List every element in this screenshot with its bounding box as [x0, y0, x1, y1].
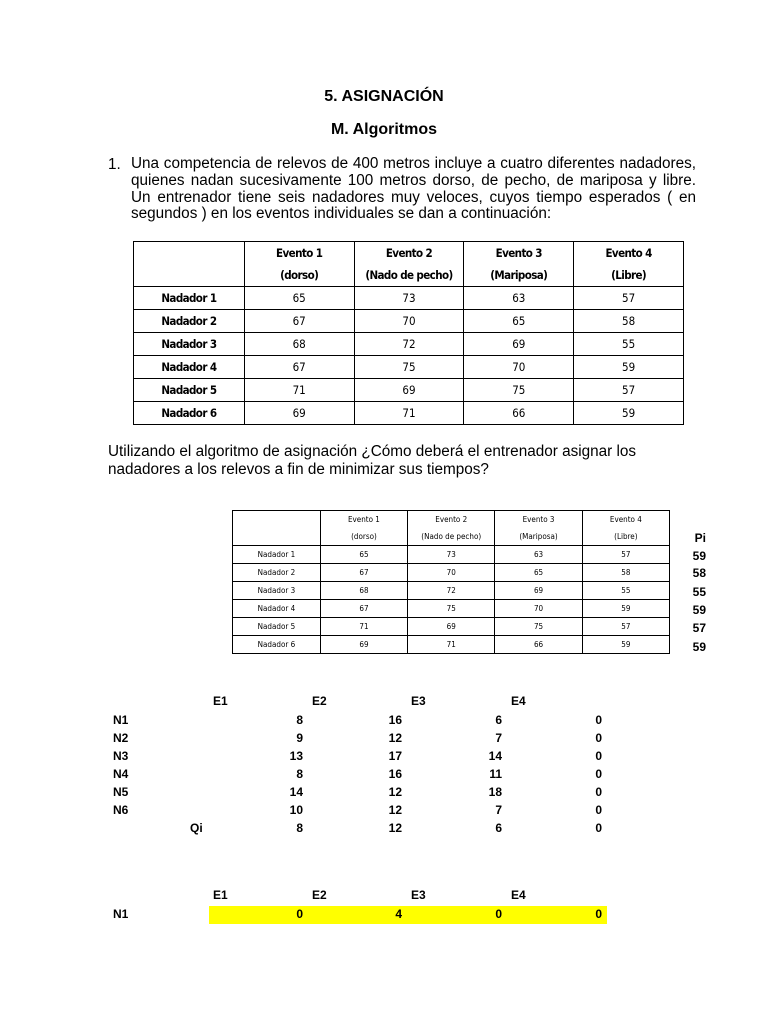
row-label: Nadador 5: [134, 379, 245, 402]
pi-value: 59: [692, 603, 706, 617]
stroke-header: (dorso): [244, 264, 354, 287]
table-cell: 69: [464, 333, 574, 356]
table-cell: 72: [354, 333, 464, 356]
table-cell: 57: [582, 546, 669, 564]
matrix-cell: 14: [289, 785, 303, 799]
table-cell: 63: [464, 287, 574, 310]
table-cell: 67: [320, 564, 407, 582]
table-cell: 66: [464, 402, 574, 425]
matrix-cell: 12: [388, 785, 402, 799]
question-line: Utilizando el algoritmo de asignación ¿Cómo deberá el entrenador asignar los: [108, 443, 637, 460]
row-label: Nadador 3: [233, 582, 321, 600]
table-header-row: [134, 242, 684, 265]
stroke-header: (Mariposa): [464, 264, 574, 287]
table-cell: 72: [408, 582, 495, 600]
matrix-cell: 0: [595, 731, 602, 745]
problem-text: [131, 156, 696, 223]
problem-line: Una competencia de relevos de 400 metros incluye a cuatro diferentes nadadores,: [131, 155, 696, 172]
table-row: [233, 582, 670, 600]
column-header: E1: [213, 694, 228, 708]
event-header: Evento 3: [464, 242, 574, 265]
matrix-cell: 0: [595, 713, 602, 727]
table-cell: 69: [244, 402, 354, 425]
row-label: N1: [113, 713, 129, 727]
table-cell: 63: [495, 546, 582, 564]
matrix-cell: 17: [388, 749, 402, 763]
matrix-cell: 7: [495, 803, 502, 817]
corner-cell: [134, 242, 245, 265]
row-label: Nadador 4: [134, 356, 245, 379]
table-cell: 57: [574, 379, 684, 402]
question-line: nadadores a los relevos a fin de minimizar sus tiempos?: [108, 461, 489, 478]
problem-line: quienes nadan sucesivamente 100 metros dorso, de pecho, de mariposa y libre.: [131, 171, 696, 189]
event-header: Evento 4: [582, 511, 669, 529]
event-header: Evento 1: [244, 242, 354, 265]
table-cell: 75: [354, 356, 464, 379]
table-cell: 68: [320, 582, 407, 600]
table-row: [134, 333, 684, 356]
table-cell: 71: [408, 636, 495, 654]
row-label: Nadador 6: [233, 636, 321, 654]
table-cell: 73: [354, 287, 464, 310]
column-header: E1: [213, 888, 228, 902]
table-cell: 65: [244, 287, 354, 310]
table-cell: 57: [582, 618, 669, 636]
row-label: Nadador 2: [134, 310, 245, 333]
table-cell: 73: [408, 546, 495, 564]
times-table-copy: [232, 510, 670, 654]
table-cell: 70: [354, 310, 464, 333]
corner-cell: [233, 511, 321, 529]
table-cell: 59: [582, 636, 669, 654]
stroke-header: (dorso): [320, 528, 407, 546]
table-cell: 55: [582, 582, 669, 600]
event-header: Evento 3: [495, 511, 582, 529]
row-label: Nadador 1: [233, 546, 321, 564]
matrix-cell: 12: [388, 803, 402, 817]
matrix-cell: 11: [489, 767, 502, 781]
corner-cell: [233, 528, 321, 546]
table-cell: 75: [408, 600, 495, 618]
table-header-row: [233, 511, 670, 529]
row-label: Nadador 6: [134, 402, 245, 425]
matrix-cell: 8: [296, 767, 303, 781]
matrix-cell: 4: [395, 907, 402, 921]
event-header: Evento 2: [408, 511, 495, 529]
matrix-cell: 14: [488, 749, 502, 763]
table-cell: 65: [320, 546, 407, 564]
table-row: [134, 310, 684, 333]
matrix-cell: 16: [388, 713, 402, 727]
table-cell: 67: [244, 356, 354, 379]
matrix-cell: 10: [289, 803, 303, 817]
qi-value: 0: [595, 821, 602, 835]
table-row: [134, 356, 684, 379]
matrix-cell: 7: [495, 731, 502, 745]
table-header-row: [134, 264, 684, 287]
matrix-cell: 0: [495, 907, 502, 921]
times-table: [133, 241, 684, 425]
table-cell: 75: [464, 379, 574, 402]
pi-value: 55: [692, 585, 706, 599]
event-header: Evento 1: [320, 511, 407, 529]
row-label: Nadador 2: [233, 564, 321, 582]
qi-value: 6: [495, 821, 502, 835]
pi-value: 59: [692, 549, 706, 563]
problem-line: Un entrenador tiene seis nadadores muy veloces, cuyos tiempo esperados ( en: [131, 188, 696, 206]
pi-label: Pi: [694, 531, 706, 545]
column-header: E3: [411, 888, 426, 902]
table-row: [233, 600, 670, 618]
qi-value: 8: [296, 821, 303, 835]
table-cell: 67: [244, 310, 354, 333]
row-label: N5: [113, 785, 129, 799]
section-heading: 5. ASIGNACIÓN: [324, 88, 444, 105]
matrix-cell: 0: [595, 785, 602, 799]
table-cell: 69: [320, 636, 407, 654]
table-cell: 66: [495, 636, 582, 654]
pi-value: 57: [692, 621, 706, 635]
problem-number: 1.: [108, 156, 121, 173]
table-row: [233, 618, 670, 636]
table-cell: 69: [408, 618, 495, 636]
row-label: N2: [113, 731, 129, 745]
subsection-heading: M. Algoritmos: [330, 121, 438, 138]
matrix-cell: 0: [595, 767, 602, 781]
table-row: [134, 379, 684, 402]
matrix-cell: 18: [488, 785, 502, 799]
matrix-cell: 9: [296, 731, 303, 745]
table-cell: 69: [495, 582, 582, 600]
table-cell: 65: [464, 310, 574, 333]
matrix-cell: 12: [388, 731, 402, 745]
table-cell: 68: [244, 333, 354, 356]
row-label: Nadador 1: [134, 287, 245, 310]
qi-value: 12: [388, 821, 402, 835]
question-text: [108, 443, 708, 479]
pi-value: 59: [692, 640, 706, 654]
stroke-header: (Libre): [574, 264, 684, 287]
matrix-cell: 0: [595, 749, 602, 763]
table-cell: 70: [408, 564, 495, 582]
table-row: [233, 546, 670, 564]
matrix-cell: 6: [495, 713, 502, 727]
row-label: Nadador 4: [233, 600, 321, 618]
row-label: N6: [113, 803, 129, 817]
matrix-cell: 0: [595, 907, 602, 921]
event-header: Evento 4: [574, 242, 684, 265]
table-cell: 55: [574, 333, 684, 356]
row-label: N3: [113, 749, 129, 763]
table-cell: 70: [464, 356, 574, 379]
table-cell: 65: [495, 564, 582, 582]
row-label: N1: [113, 907, 129, 921]
row-label: N4: [113, 767, 129, 781]
table-cell: 70: [495, 600, 582, 618]
stroke-header: (Nado de pecho): [354, 264, 464, 287]
pi-value: 58: [692, 566, 706, 580]
problem-line: segundos ) en los eventos individuales se dan a continuación:: [131, 205, 552, 223]
table-header-row: [233, 528, 670, 546]
matrix-cell: 16: [388, 767, 402, 781]
qi-label: Qi: [190, 821, 203, 835]
table-cell: 59: [574, 402, 684, 425]
table-cell: 71: [320, 618, 407, 636]
matrix-cell: 0: [595, 803, 602, 817]
table-row: [134, 402, 684, 425]
column-header: E2: [312, 694, 327, 708]
corner-cell: [134, 264, 245, 287]
table-cell: 69: [354, 379, 464, 402]
stroke-header: (Mariposa): [495, 528, 582, 546]
matrix-cell: 13: [289, 749, 303, 763]
row-label: Nadador 5: [233, 618, 321, 636]
matrix-cell: 0: [296, 907, 303, 921]
table-cell: 59: [582, 600, 669, 618]
table-row: [233, 564, 670, 582]
event-header: Evento 2: [354, 242, 464, 265]
table-row: [233, 636, 670, 654]
column-header: E4: [511, 888, 526, 902]
column-header: E4: [511, 694, 526, 708]
matrix-cell: 8: [296, 713, 303, 727]
column-header: E2: [312, 888, 327, 902]
column-header: E3: [411, 694, 426, 708]
table-cell: 57: [574, 287, 684, 310]
table-cell: 71: [244, 379, 354, 402]
stroke-header: (Libre): [582, 528, 669, 546]
table-cell: 59: [574, 356, 684, 379]
table-row: [134, 287, 684, 310]
table-cell: 58: [582, 564, 669, 582]
table-cell: 75: [495, 618, 582, 636]
table-cell: 67: [320, 600, 407, 618]
row-label: Nadador 3: [134, 333, 245, 356]
stroke-header: (Nado de pecho): [408, 528, 495, 546]
table-cell: 58: [574, 310, 684, 333]
table-cell: 71: [354, 402, 464, 425]
